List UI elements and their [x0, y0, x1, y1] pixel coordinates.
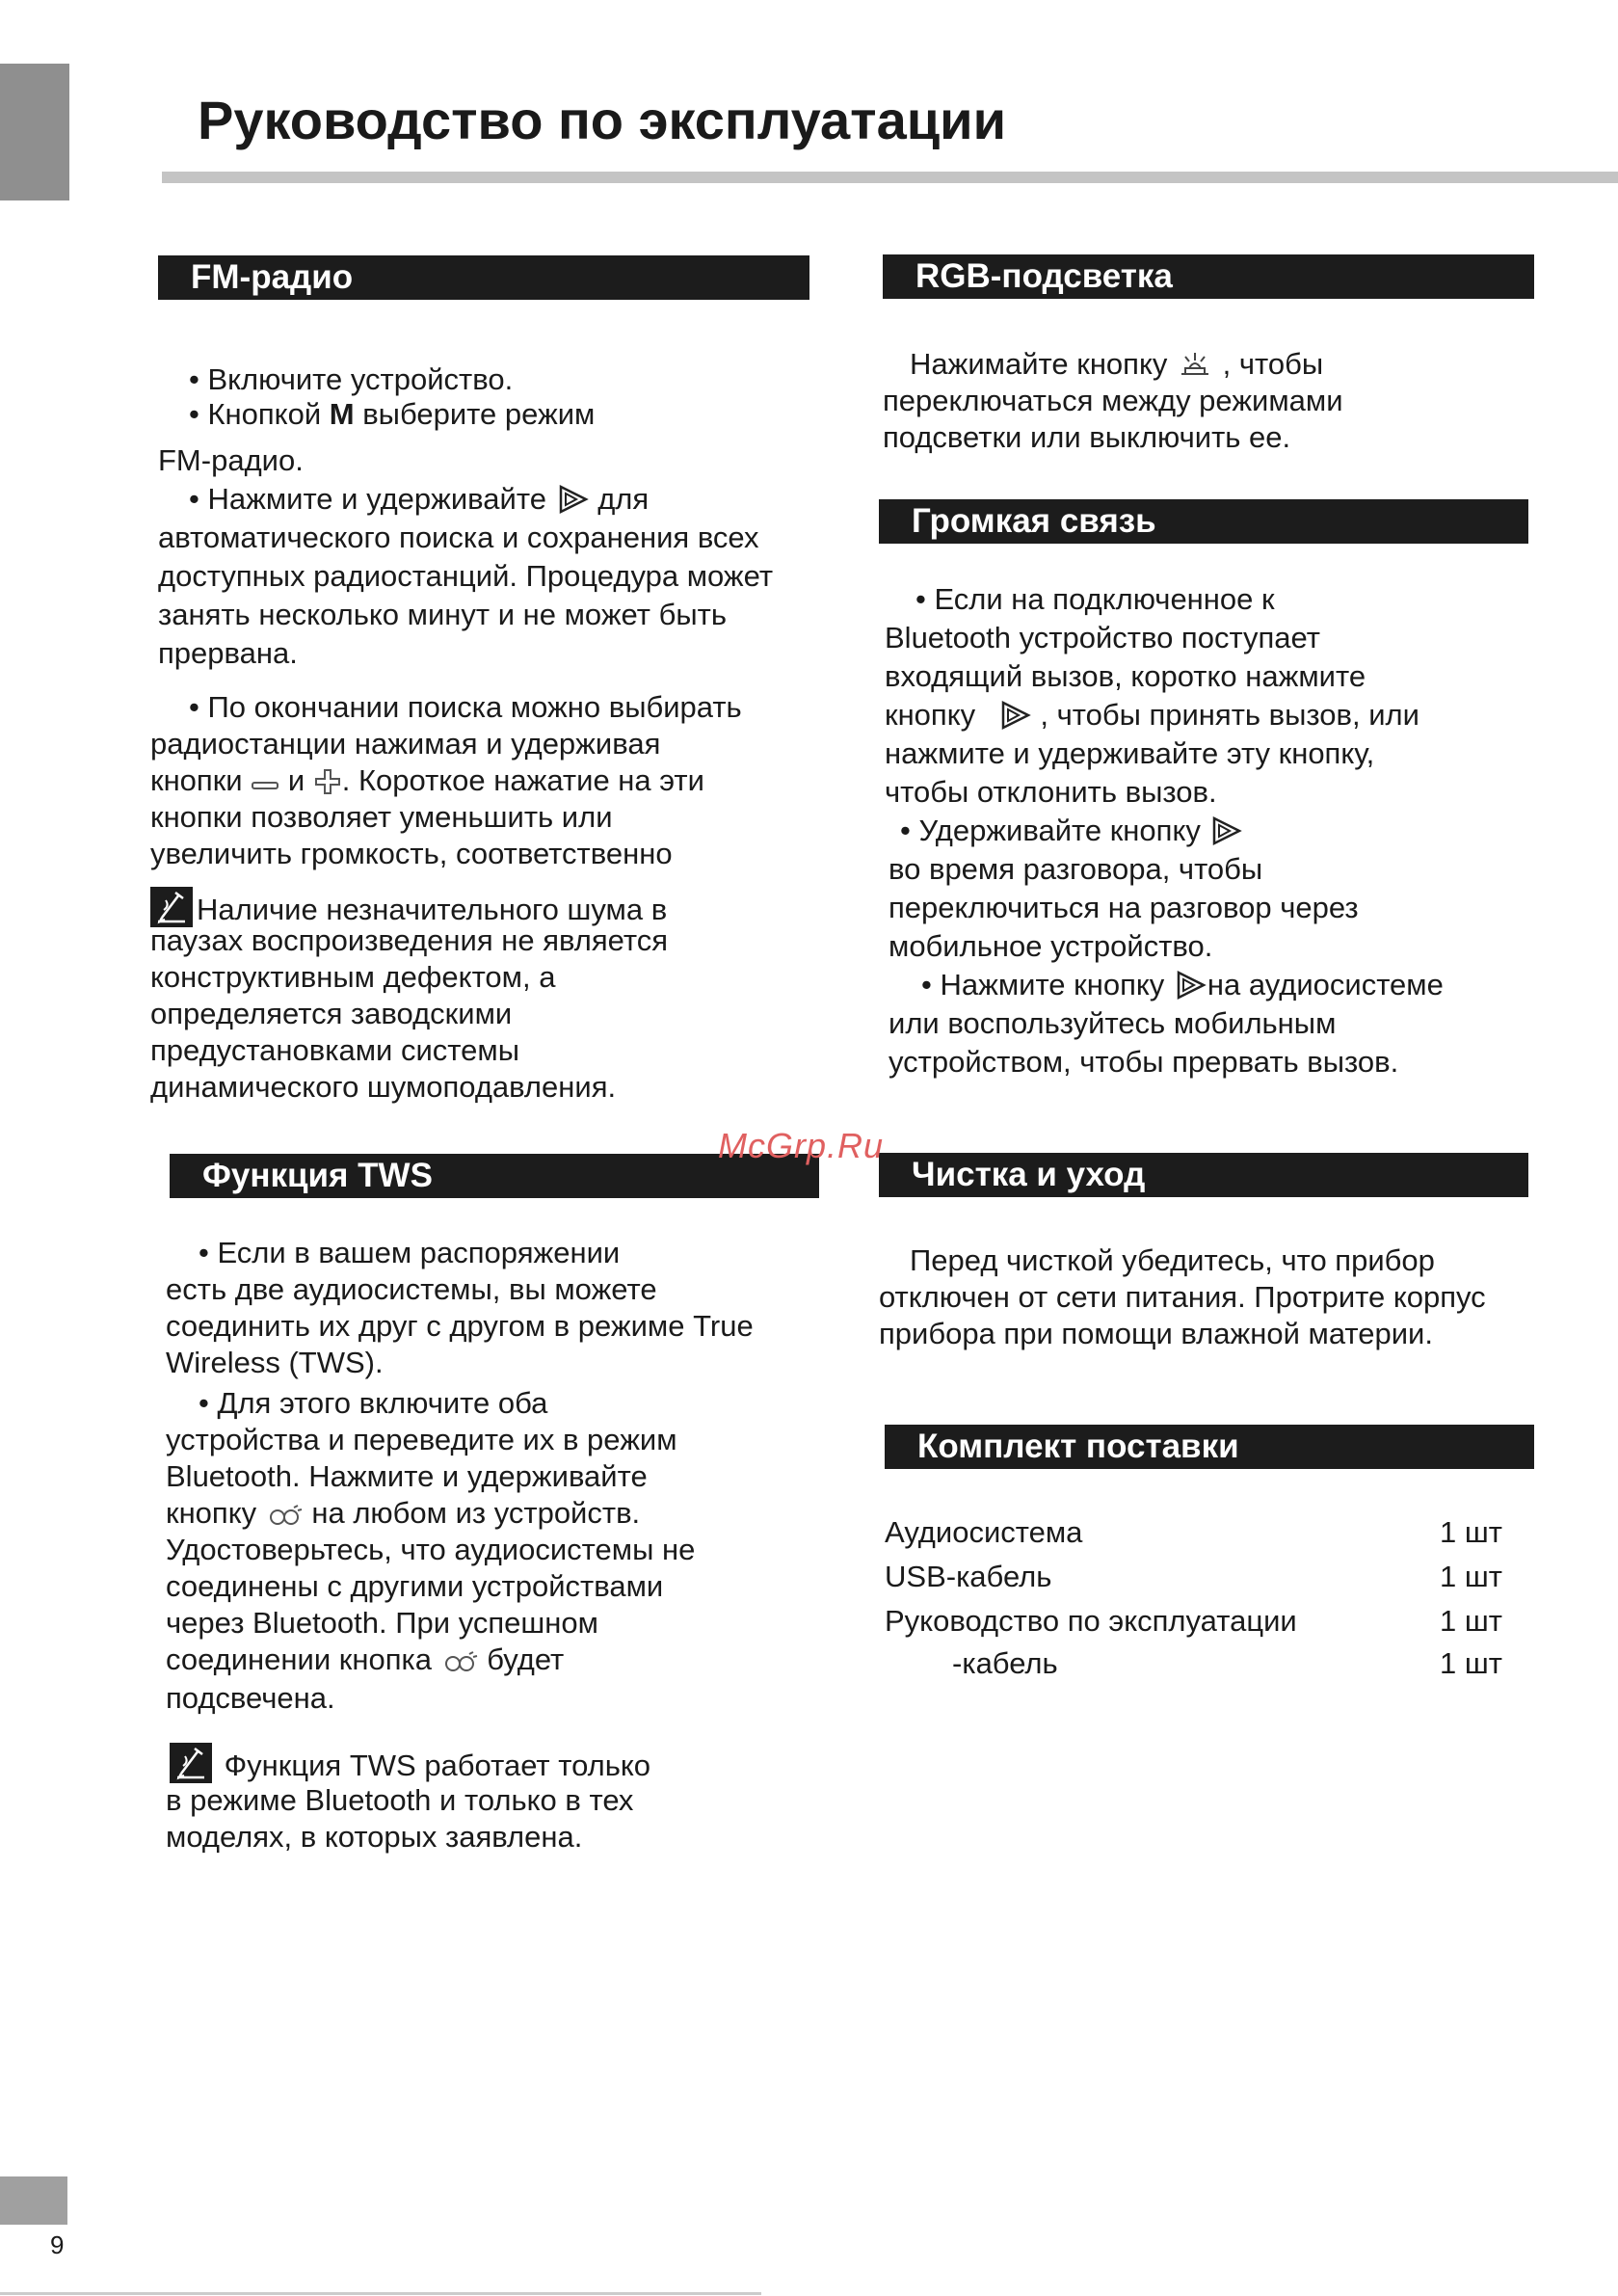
tws-line: Wireless (TWS).: [166, 1346, 384, 1379]
fm-line: FM-радио.: [158, 443, 304, 477]
fm-line: • Кнопкой M выберите режим: [189, 397, 596, 431]
plus-icon: [313, 767, 342, 804]
tws-line: соединить их друг с другом в режиме True: [166, 1309, 754, 1343]
page-side-tab: [0, 64, 69, 200]
section-header-call: Громкая связь: [879, 499, 1528, 544]
kit-item-name: Аудиосистема: [885, 1515, 1083, 1549]
fm-line: увеличить громкость, соответственно: [150, 837, 673, 870]
care-line: отключен от сети питания. Протрите корпус: [879, 1280, 1486, 1314]
kit-item-qty: 1 шт: [1440, 1515, 1502, 1549]
minus-icon: [251, 769, 279, 804]
kit-item-name: USB-кабель: [885, 1560, 1052, 1593]
call-line: переключиться на разговор через: [889, 891, 1359, 924]
tws-line: есть две аудиосистемы, вы можете: [166, 1272, 657, 1306]
section-header-kit: Комплект поставки: [885, 1425, 1534, 1469]
fm-note-line: динамического шумоподавления.: [150, 1070, 617, 1104]
tws-line: Bluetooth. Нажмите и удерживайте: [166, 1459, 648, 1493]
fm-note-line: конструктивным дефектом, а: [150, 960, 556, 994]
fm-line: • Нажмите и удерживайте для: [189, 482, 649, 522]
rgb-light-icon: [1176, 349, 1214, 387]
kit-item-qty: 1 шт: [1440, 1560, 1502, 1593]
fm-line: • По окончании поиска можно выбирать: [189, 690, 742, 724]
footer-tab: [0, 2176, 67, 2225]
call-line: мобильное устройство.: [889, 929, 1213, 963]
page-number: 9: [50, 2230, 65, 2259]
play-icon: [555, 484, 590, 522]
tws-line: подсвечена.: [166, 1681, 335, 1715]
call-line: нажмите и удерживайте эту кнопку,: [885, 736, 1375, 770]
call-line: чтобы отклонить вызов.: [885, 775, 1217, 809]
fm-line: кнопки позволяет уменьшить или: [150, 800, 613, 834]
fm-line: доступных радиостанций. Процедура может: [158, 559, 774, 593]
note-pen-icon: [150, 887, 193, 927]
fm-line: кнопки и . Короткое нажатие на эти: [150, 763, 704, 804]
fm-note-line: Наличие незначительного шума в: [150, 887, 667, 927]
play-icon: [1173, 970, 1207, 1008]
rgb-line: переключаться между режимами: [883, 384, 1343, 417]
fm-line: радиостанции нажимая и удерживая: [150, 727, 661, 761]
fm-note-line: паузах воспроизведения не является: [150, 923, 668, 957]
rgb-line: Нажимайте кнопку , чтобы: [910, 347, 1323, 387]
play-icon: [997, 700, 1032, 738]
tws-line: кнопку на любом из устройств.: [166, 1496, 640, 1536]
tws-line: • Для этого включите оба: [199, 1386, 548, 1420]
tws-link-icon: [265, 1502, 304, 1536]
watermark: McGrp.Ru: [718, 1126, 885, 1165]
section-header-tws: Функция TWS: [170, 1154, 819, 1198]
call-line: кнопку , чтобы принять вызов, или: [885, 698, 1419, 738]
play-icon: [1208, 815, 1243, 854]
bottom-rule: [0, 2292, 761, 2295]
tws-line: устройства и переведите их в режим: [166, 1423, 677, 1456]
kit-item-qty: 1 шт: [1440, 1604, 1502, 1638]
section-header-fm: FM-радио: [158, 255, 809, 300]
tws-line: соединении кнопка будет: [166, 1642, 564, 1683]
call-line: • Если на подключенное к: [915, 582, 1275, 616]
tws-line: • Если в вашем распоряжении: [199, 1236, 621, 1269]
page-title: Руководство по эксплуатации: [198, 90, 1006, 150]
rgb-line: подсветки или выключить ее.: [883, 420, 1291, 454]
fm-line: занять несколько минут и не может быть: [158, 598, 727, 631]
tws-note-line: Функция TWS работает только: [170, 1743, 650, 1783]
title-rule: [162, 172, 1618, 183]
kit-item-qty: 1 шт: [1440, 1646, 1502, 1680]
section-header-care: Чистка и уход: [879, 1153, 1528, 1197]
fm-line: автоматического поиска и сохранения всех: [158, 521, 759, 554]
call-line: • Нажмите кнопку на аудиосистеме: [921, 968, 1444, 1008]
fm-line: прервана.: [158, 636, 298, 670]
kit-item-name: Руководство по эксплуатации: [885, 1604, 1297, 1638]
call-line: Bluetooth устройство поступает: [885, 621, 1320, 654]
fm-line: • Включите устройство.: [189, 362, 514, 396]
call-line: устройством, чтобы прервать вызов.: [889, 1045, 1399, 1079]
call-line: во время разговора, чтобы: [889, 852, 1263, 886]
section-header-rgb: RGB-подсветка: [883, 254, 1534, 299]
tws-note-line: моделях, в которых заявлена.: [166, 1820, 583, 1854]
tws-line: через Bluetooth. При успешном: [166, 1606, 598, 1640]
note-pen-icon: [170, 1743, 212, 1783]
call-line: или воспользуйтесь мобильным: [889, 1006, 1337, 1040]
kit-item-name: -кабель: [952, 1646, 1058, 1680]
tws-link-icon: [440, 1648, 479, 1683]
fm-note-line: определяется заводскими: [150, 997, 513, 1030]
tws-line: соединены с другими устройствами: [166, 1569, 664, 1603]
care-line: Перед чисткой убедитесь, что прибор: [910, 1243, 1435, 1277]
fm-note-line: предустановками системы: [150, 1033, 519, 1067]
m-key: M: [329, 397, 355, 431]
tws-note-line: в режиме Bluetooth и только в тех: [166, 1783, 634, 1817]
care-line: прибора при помощи влажной материи.: [879, 1317, 1433, 1350]
tws-line: Удостоверьтесь, что аудиосистемы не: [166, 1533, 696, 1566]
call-line: • Удерживайте кнопку: [900, 814, 1243, 854]
call-line: входящий вызов, коротко нажмите: [885, 659, 1366, 693]
